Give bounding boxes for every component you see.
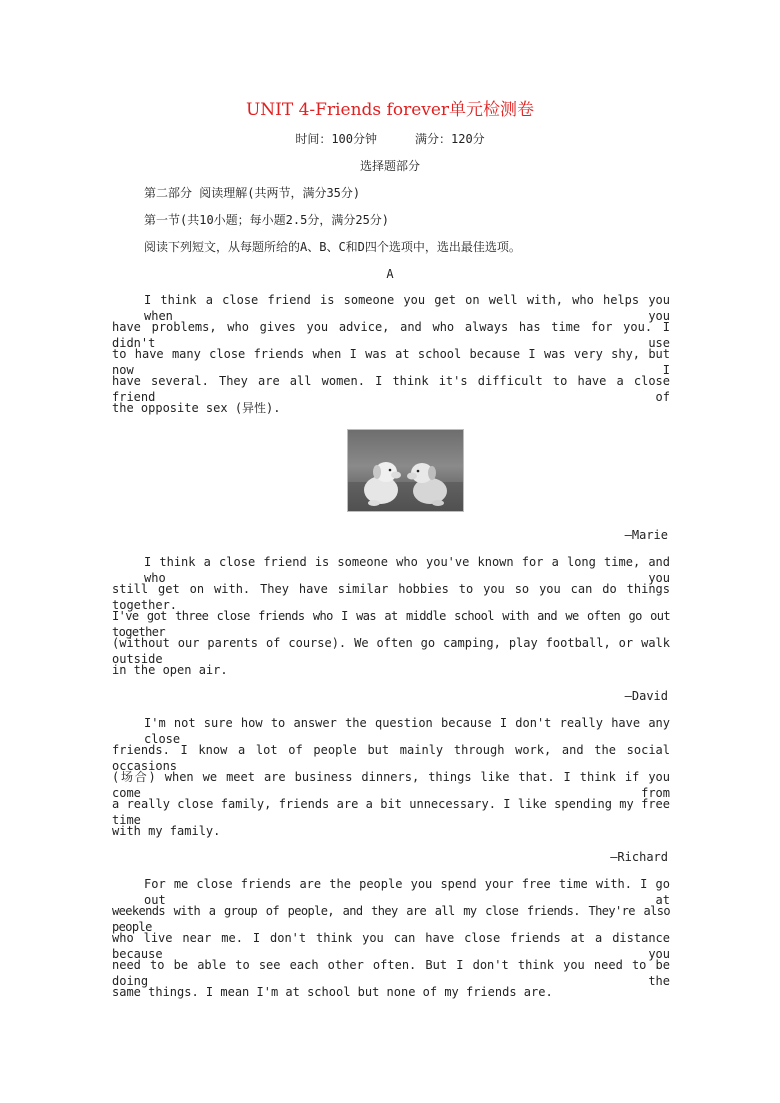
paragraph-line: have several. They are all women. I think it's difficult to have a close friend of: [112, 374, 670, 404]
full-score: 满分：120分: [415, 132, 485, 146]
paragraph-line: I've got three close friends who I was at middle school with and we often go out together: [112, 609, 670, 639]
paragraph-line: weekends with a group of people, and they are all my close friends. They're also people: [112, 904, 670, 934]
paragraph-line: For me close friends are the people you spend your free time with. I go out at: [144, 877, 670, 907]
paragraph-line: I think a close friend is someone you get on well with, who helps you when you: [144, 293, 670, 323]
signature-richard: —Richard: [610, 850, 668, 864]
signature-marie: —Marie: [624, 528, 668, 542]
paragraph-line: in the open air.: [112, 663, 228, 677]
paragraph-line: who live near me. I don't think you can have close friends at a distance because you: [112, 931, 670, 961]
paragraph-line: friends. I know a lot of people but mainly through work, and the social occasions: [112, 743, 670, 773]
paragraph-line: I'm not sure how to answer the question because I don't really have any close: [144, 716, 670, 746]
paragraph-line: the opposite sex (异性).: [112, 401, 281, 415]
paragraph-line: still get on with. They have similar hobbies to you so you can do things together.: [112, 582, 670, 612]
exam-info: [0, 131, 780, 147]
instruction-directions: 阅读下列短文，从每题所给的A、B、C和D四个选项中，选出最佳选项。: [144, 240, 521, 254]
signature-david: —David: [624, 689, 668, 703]
paragraph-line: a really close family, friends are a bit unnecessary. I like spending my free time: [112, 797, 670, 827]
section-heading: 选择题部分: [359, 159, 420, 173]
puppies-photo: [347, 429, 464, 512]
paragraph-line: I think a close friend is someone who you've known for a long time, and who you: [144, 555, 670, 585]
puppies-illustration: [348, 430, 463, 511]
document-title: UNIT 4-Friends forever单元检测卷: [245, 100, 535, 120]
time-limit: 时间：100分钟: [295, 132, 377, 146]
instruction-part: 第二部分 阅读理解(共两节，满分35分): [144, 186, 361, 200]
paragraph-line: to have many close friends when I was at school because I was very shy, but now I: [112, 347, 670, 377]
paragraph-line: (场合) when we meet are business dinners, things like that. I think if you come from: [112, 770, 670, 800]
passage-label: A: [386, 267, 394, 281]
paragraph-line: have problems, who gives you advice, and who always has time for you. I didn't use: [112, 320, 670, 350]
paragraph-line: (without our parents of course). We often go camping, play football, or walk outside: [112, 636, 670, 666]
paragraph-line: need to be able to see each other often. But I don't think you need to be doing the: [112, 958, 670, 988]
paragraph-line: same things. I mean I'm at school but none of my friends are.: [112, 985, 553, 999]
paragraph-line: with my family.: [112, 824, 221, 838]
instruction-section: 第一节(共10小题；每小题2.5分，满分25分): [144, 213, 390, 227]
